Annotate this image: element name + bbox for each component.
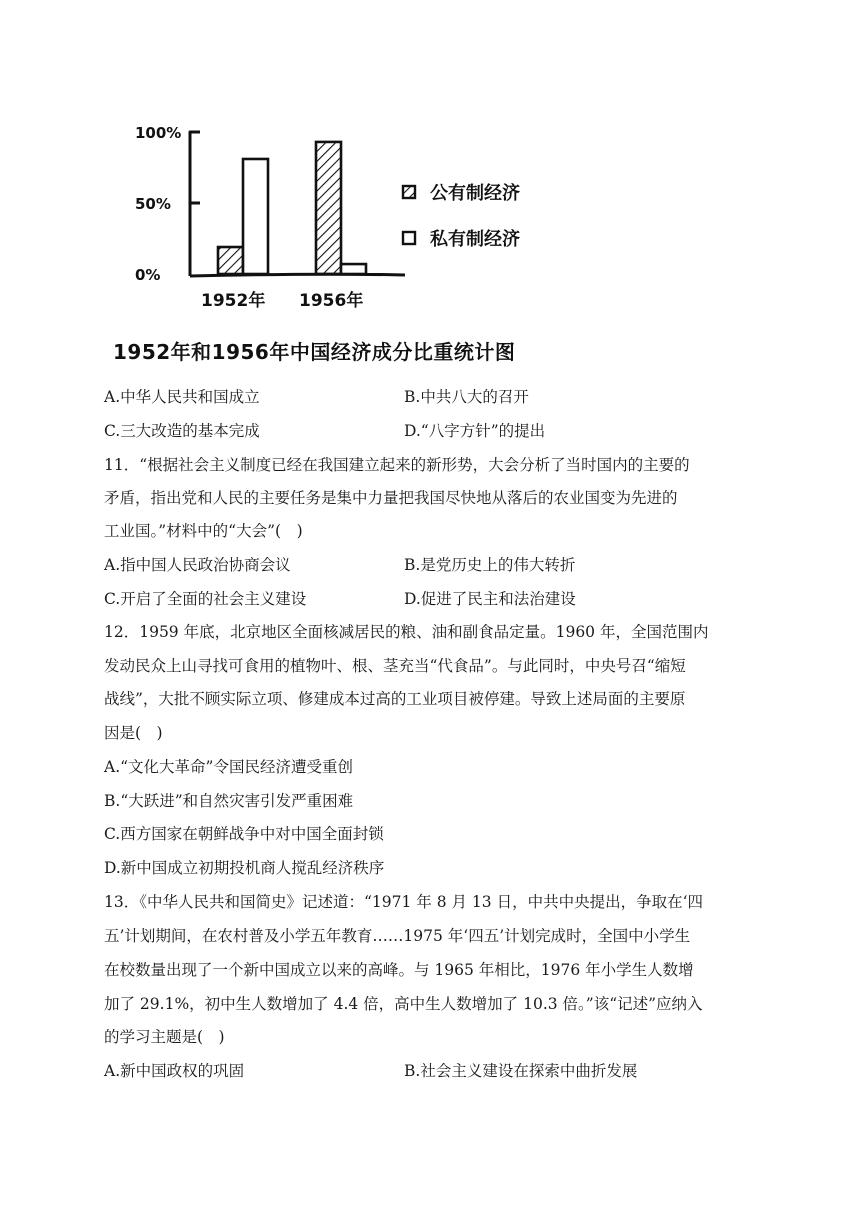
q11-stem-line: 工业国。”材料中的“大会”( ): [104, 522, 303, 540]
legend-label: 私有制经济: [430, 229, 520, 250]
y-tick-label: 100%: [135, 124, 182, 142]
q12-stem-line: 因是( ): [104, 724, 163, 742]
q12-stem-line: 战线”，大批不顾实际立项、修建成本过高的工业项目被停建。导致上述局面的主要原: [104, 690, 686, 708]
y-tick-label: 50%: [135, 195, 171, 213]
q13-stem-line: 的学习主题是( ): [104, 1028, 225, 1046]
x-category-label: 1952年: [201, 291, 266, 311]
q13-option-a[interactable]: A.新中国政权的巩固: [104, 1062, 245, 1080]
q13-stem-line: 在校数量出现了一个新中国成立以来的高峰。与 1965 年相比，1976 年小学生人数增: [104, 961, 694, 979]
bar-private: [341, 264, 366, 274]
legend-label: 公有制经济: [430, 183, 520, 204]
q10-option-c[interactable]: C.三大改造的基本完成: [104, 422, 260, 440]
bar-public: [218, 247, 243, 274]
q11-option-b[interactable]: B.是党历史上的伟大转折: [404, 556, 576, 574]
q12-stem-line: 12．1959 年底，北京地区全面核减居民的粮、油和副食品定量。1960 年，全国范围内: [104, 623, 709, 641]
q13-option-b[interactable]: B.社会主义建设在探索中曲折发展: [404, 1062, 638, 1080]
q11-option-d[interactable]: D.促进了民主和法治建设: [404, 590, 576, 608]
q13-stem-line: 加了 29.1%，初中生人数增加了 4.4 倍，高中生人数增加了 10.3 倍。”该“记述”应纳入: [104, 995, 703, 1013]
x-category-label: 1956年: [299, 291, 364, 311]
q11-stem-line: 11．“根据社会主义制度已经在我国建立起来的新形势，大会分析了当时国内的主要的: [104, 456, 690, 474]
q11-stem-line: 矛盾，指出党和人民的主要任务是集中力量把我国尽快地从落后的农业国变为先进的: [104, 489, 678, 507]
q11-option-c[interactable]: C.开启了全面的社会主义建设: [104, 590, 307, 608]
q11-option-a[interactable]: A.指中国人民政治协商会议: [104, 556, 291, 574]
bar-public: [316, 142, 341, 274]
bar-private: [243, 159, 268, 274]
chart-title: 1952年和1956年中国经济成分比重统计图: [113, 340, 516, 364]
q10-option-a[interactable]: A.中华人民共和国成立: [104, 388, 260, 406]
legend-swatch: [403, 186, 415, 198]
q12-option-d[interactable]: D.新中国成立初期投机商人搅乱经济秩序: [104, 859, 385, 877]
economy-share-bar-chart: [120, 110, 590, 325]
y-tick-label: 0%: [135, 266, 161, 284]
q12-option-b[interactable]: B.“大跃进”和自然灾害引发严重困难: [104, 792, 354, 810]
q10-option-d[interactable]: D.“八字方针”的提出: [404, 422, 546, 440]
q10-option-b[interactable]: B.中共八大的召开: [404, 388, 529, 406]
q12-option-c[interactable]: C.西方国家在朝鲜战争中对中国全面封锁: [104, 825, 384, 843]
q12-stem-line: 发动民众上山寻找可食用的植物叶、根、茎充当“代食品”。与此同时，中央号召“缩短: [104, 657, 686, 675]
q13-stem-line: 五’计划期间，在农村普及小学五年教育……1975 年‘四五’计划完成时，全国中小学生: [104, 927, 691, 945]
legend-swatch: [403, 232, 415, 244]
q13-stem-line: 13．《中华人民共和国简史》记述道：“1971 年 8 月 13 日，中共中央提出，争取在‘四: [104, 893, 703, 911]
q12-option-a[interactable]: A.“文化大革命”令国民经济遭受重创: [104, 758, 353, 776]
